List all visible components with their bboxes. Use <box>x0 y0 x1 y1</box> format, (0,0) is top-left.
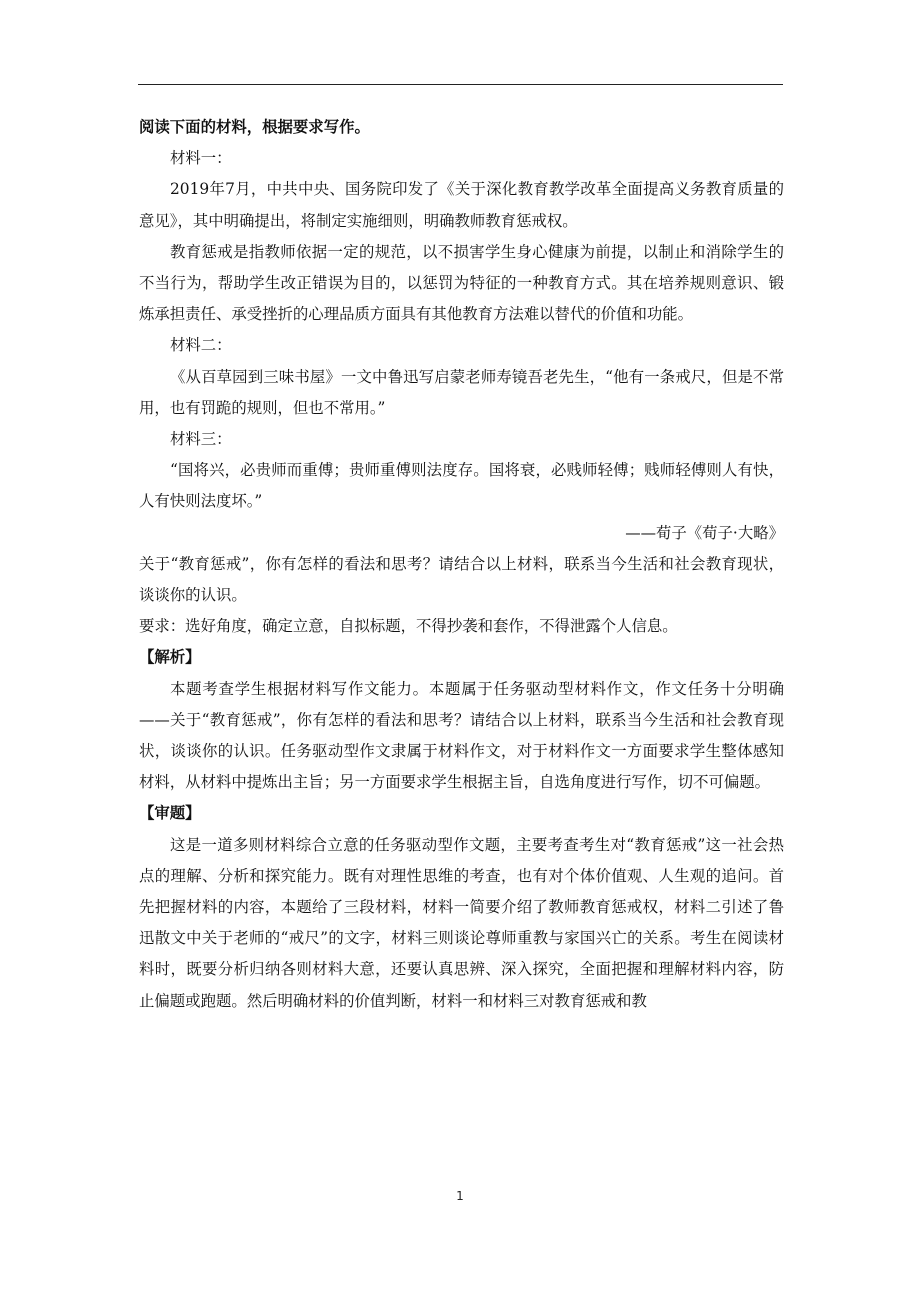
material2-paragraph: 《从百草园到三味书屋》一文中鲁迅写启蒙老师寿镜吾老先生，“他有一条戒尺，但是不常用，也有罚跪的规则，但也不常用。” <box>139 367 784 417</box>
material2-label: 材料二： <box>170 336 232 355</box>
review-paragraph: 这是一道多则材料综合立意的任务驱动型作文题，主要考查考生对“教育惩戒”这一社会热点的理解、分析和探究能力。既有对理性思维的考查，也有对个体价值观、人生观的追问。首先把握材料的内容，本题给了三段材料，材料一简要介绍了教师教育惩戒权，材料二引述了鲁迅散文中关于老师的“戒尺”的文字，材料三则谈论尊师重教与家国兴亡的关系。考生在阅读材料时，既要分析归纳各则材料大意，还要认真思辨、深入探究，全面把握和理解材料内容，防止偏题或跑题。然后明确材料的价值判断，材料一和材料三对教育惩戒和教 <box>139 835 784 1010</box>
material3-paragraph: “国将兴，必贵师而重傅；贵师重傅则法度存。国将衰，必贱师轻傅；贱师轻傅则人有快，人有快则法度坏。” <box>139 461 784 511</box>
material1-label: 材料一： <box>170 149 232 168</box>
review-heading: 【审题】 <box>139 804 201 823</box>
document-body <box>139 112 784 1017</box>
page-number: 1 <box>456 1189 464 1203</box>
material3-source: ——荀子《荀子·大略》 <box>625 523 784 542</box>
requirement-paragraph: 要求：选好角度，确定立意，自拟标题，不得抄袭和套作，不得泄露个人信息。 <box>139 617 678 636</box>
writing-prompt: 阅读下面的材料，根据要求写作。 <box>139 118 370 136</box>
question-paragraph: 关于“教育惩戒”，你有怎样的看法和思考？请结合以上材料，联系当今生活和社会教育现状，谈谈你的认识。 <box>139 554 784 605</box>
analysis-paragraph: 本题考查学生根据材料写作文能力。本题属于任务驱动型材料作文，作文任务十分明确——关于“教育惩戒”，你有怎样的看法和思考？请结合以上材料，联系当今生活和社会教育现状，谈谈你的认识。任务驱动型作文隶属于材料作文，对于材料作文一方面要求学生整体感知材料，从材料中提炼出主旨；另一方面要求学生根据主旨，自选角度进行写作，切不可偏题。 <box>139 679 784 792</box>
material1-paragraph2: 教育惩戒是指教师依据一定的规范，以不损害学生身心健康为前提，以制止和消除学生的不当行为，帮助学生改正错误为目的，以惩罚为特征的一种教育方式。其在培养规则意识、锻炼承担责任、承受挫折的心理品质方面具有其他教育方法难以替代的价值和功能。 <box>139 242 784 324</box>
material3-label: 材料三： <box>170 430 232 449</box>
header-rule <box>138 84 783 85</box>
material1-paragraph1: 2019年7月，中共中央、国务院印发了《关于深化教育教学改革全面提高义务教育质量的意见》，其中明确提出，将制定实施细则，明确教师教育惩戒权。 <box>139 180 784 230</box>
analysis-heading: 【解析】 <box>139 648 201 667</box>
